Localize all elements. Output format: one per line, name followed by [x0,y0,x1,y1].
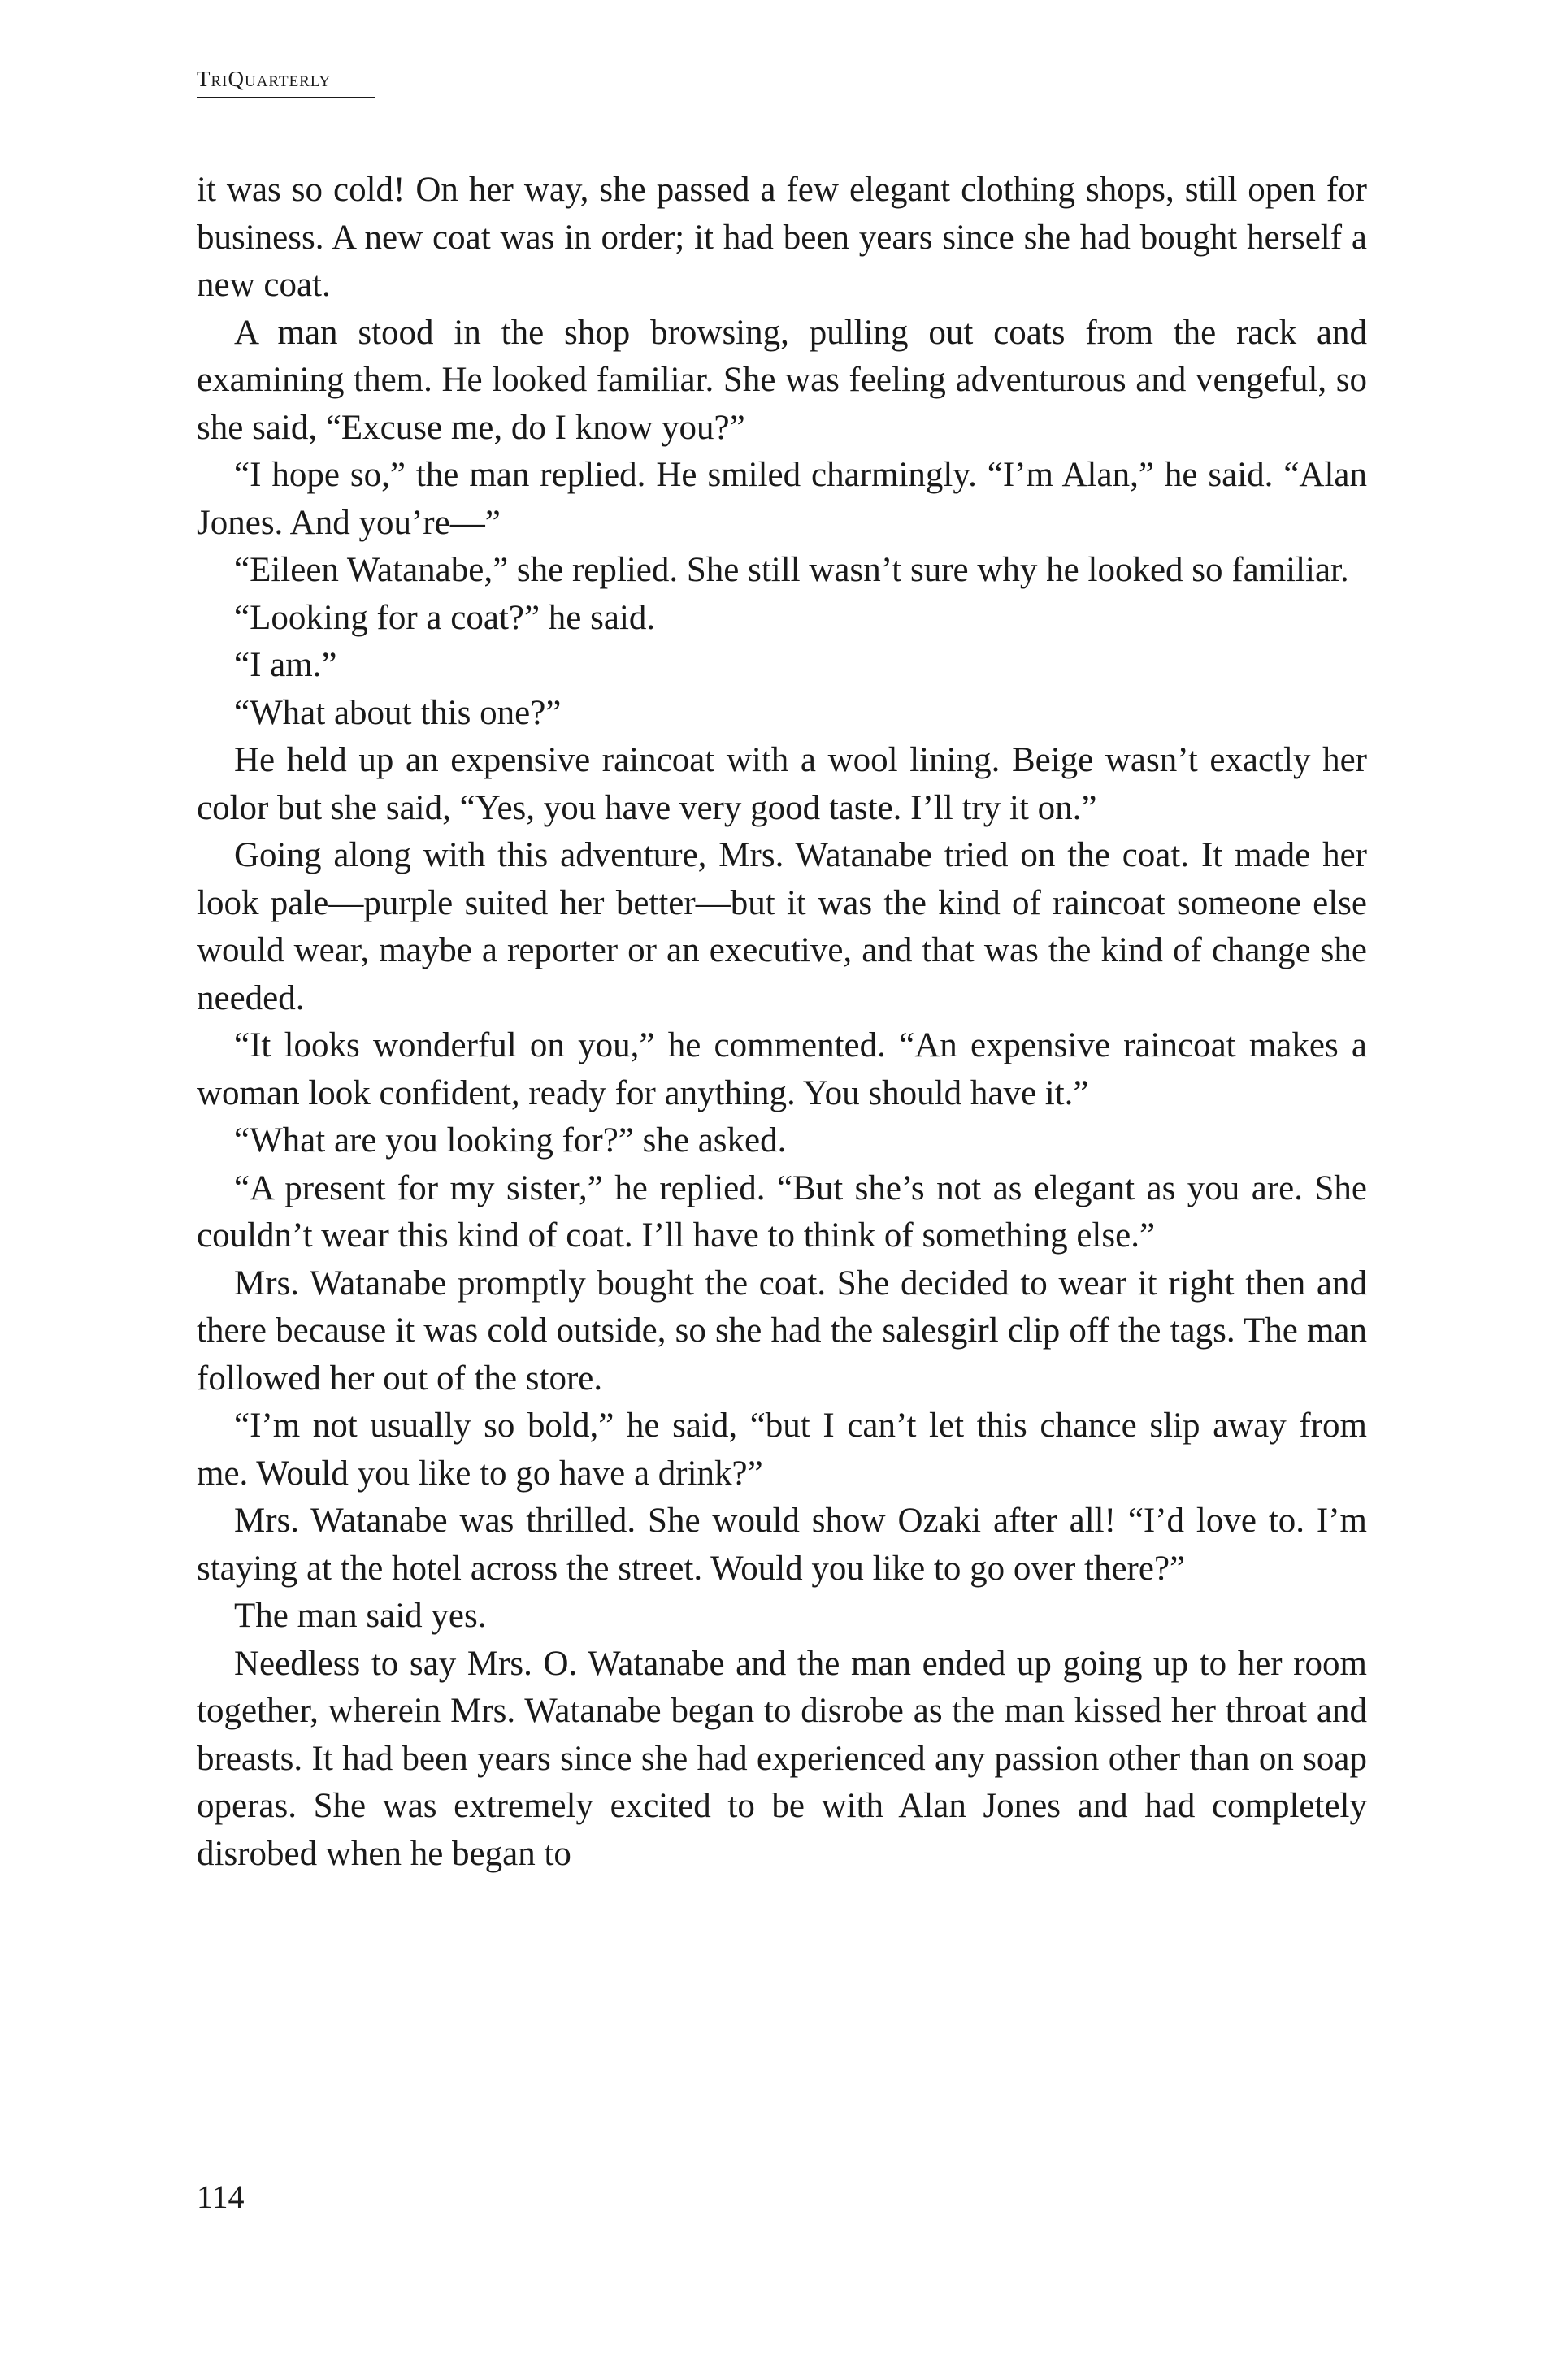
body-text [197,167,1367,1878]
paragraph: “What are you looking for?” she asked. [234,1121,787,1160]
paragraph: Mrs. Watanabe promptly bought the coat. She decided to wear it right then and there because it was cold outside, so she had the salesgirl clip off the tags. The man followed her out of the store. [197,1264,1367,1398]
paragraph: Mrs. Watanabe was thrilled. She would show Ozaki after all! “I’d love to. I’m staying at the hotel across the street. Would you like to go over there?” [197,1502,1367,1588]
paragraph: “Looking for a coat?” he said. [234,598,656,637]
running-head: TriQuarterly [197,67,375,98]
paragraph: it was so cold! On her way, she passed a few elegant clothing shops, still open for business. A new coat was in order; it had been years since she had bought herself a new coat. [197,171,1367,304]
paragraph: Going along with this adventure, Mrs. Watanabe tried on the coat. It made her look pale—purple suited her better—but it was the kind of raincoat someone else would wear, maybe a reporter or an executive, and that was the kind of change she needed. [197,836,1367,1017]
paragraph: “A present for my sister,” he replied. “But she’s not as elegant as you are. She couldn’t wear this kind of coat. I’ll have to think of something else.” [197,1168,1367,1255]
paragraph: The man said yes. [234,1597,487,1635]
paragraph: “I hope so,” the man replied. He smiled charmingly. “I’m Alan,” he said. “Alan Jones. And you’re—” [197,456,1367,542]
paragraph: “What about this one?” [234,693,562,732]
paragraph: “I’m not usually so bold,” he said, “but I can’t let this chance slip away from me. Would you like to go have a drink?” [197,1407,1367,1493]
paragraph: He held up an expensive raincoat with a wool lining. Beige wasn’t exactly her color but she said, “Yes, you have very good taste. I’ll try it on.” [197,741,1367,827]
page-number: 114 [197,2178,245,2215]
paragraph: A man stood in the shop browsing, pulling out coats from the rack and examining them. He looked familiar. She was feeling adventurous and vengeful, so she said, “Excuse me, do I know you?” [197,313,1367,447]
paragraph: Needless to say Mrs. O. Watanabe and the man ended up going up to her room together, wherein Mrs. Watanabe began to disrobe as the man kissed her throat and breasts. It had been years since she had experienced any passion other than on soap operas. She was extremely excited to be with Alan Jones and had completely disrobed when he began to [197,1644,1367,1873]
paragraph: “I am.” [234,646,337,684]
paragraph: “It looks wonderful on you,” he commented. “An expensive raincoat makes a woman look confident, ready for anything. You should have it.” [197,1026,1367,1112]
paragraph: “Eileen Watanabe,” she replied. She still wasn’t sure why he looked so familiar. [234,551,1349,589]
